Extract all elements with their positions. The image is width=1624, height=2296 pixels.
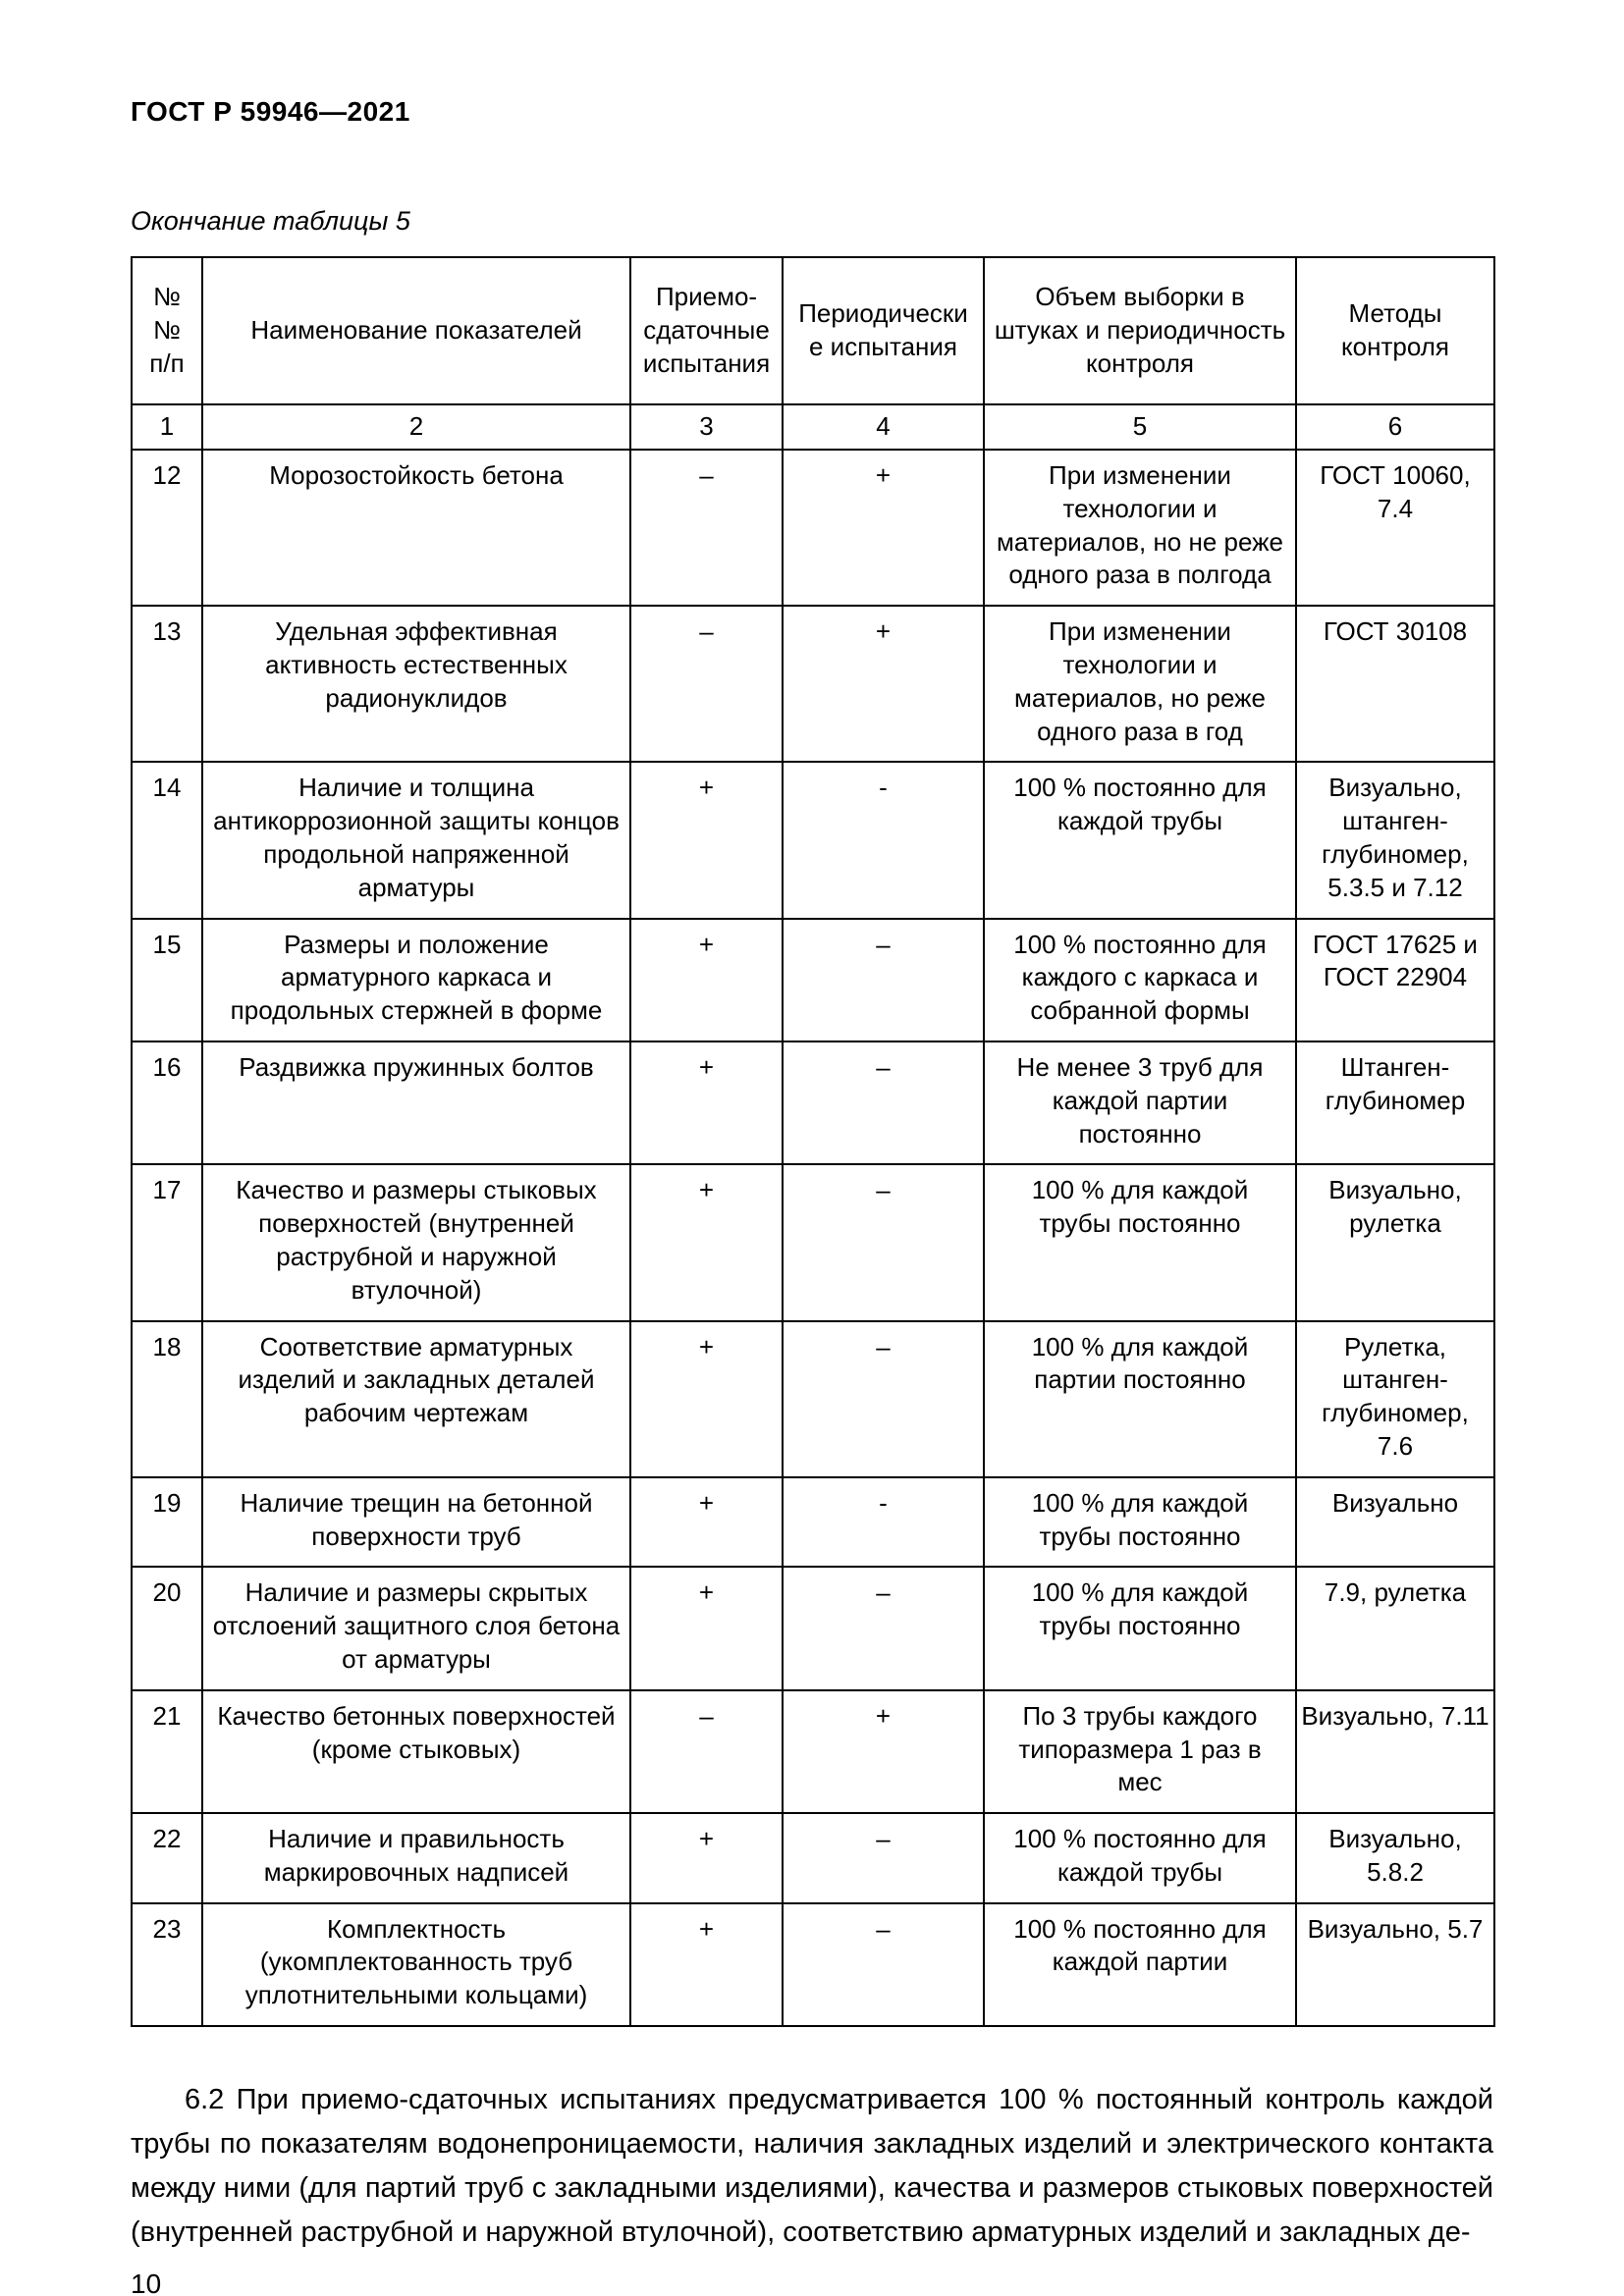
cell-acceptance-test: + [630,1041,783,1164]
cell-control-method: Визуально, 7.11 [1296,1690,1494,1813]
cell-control-method: Визуально, штанген-глубиномер, 5.3.5 и 7.12 [1296,762,1494,918]
col-header-periodic-tests: Периодические испытания [783,257,984,404]
cell-indicator-name: Качество и размеры стыковых поверхностей (внутренней раструбной и наружной втулочной) [202,1164,630,1320]
cell-sampling-scope: 100 % постоянно для каждой партии [984,1903,1296,2026]
column-number: 2 [202,404,630,450]
cell-indicator-name: Морозостойкость бетона [202,450,630,606]
cell-control-method: Визуально, рулетка [1296,1164,1494,1320]
cell-sampling-scope: 100 % постоянно для каждой трубы [984,1813,1296,1903]
cell-control-method: Визуально, 5.8.2 [1296,1813,1494,1903]
col-header-row-number: №№ п/п [132,257,202,404]
table-row [132,450,1494,606]
cell-sampling-scope: 100 % для каждой трубы постоянно [984,1567,1296,1689]
cell-periodic-test: - [783,762,984,918]
cell-row-number: 14 [132,762,202,918]
cell-row-number: 20 [132,1567,202,1689]
cell-acceptance-test: – [630,450,783,606]
cell-acceptance-test: + [630,762,783,918]
column-number: 3 [630,404,783,450]
cell-control-method: ГОСТ 10060, 7.4 [1296,450,1494,606]
cell-sampling-scope: 100 % для каждой трубы постоянно [984,1477,1296,1568]
column-number: 6 [1296,404,1494,450]
cell-row-number: 13 [132,606,202,762]
paragraph-6-2: 6.2 При приемо-сдаточных испытаниях предусматривается 100 % постоянный контроль каждой трубы по показателям водонепроницаемости, наличия закладных изделий и электрического контакта между ними (для партий труб с закладными изделиями), качества и размеров стыковых поверхностей (внутренней раструбной и наружной втулочной), соответствию арматурных изделий и закладных де- [131,2084,1493,2248]
col-header-indicator-name: Наименование показателей [202,257,630,404]
cell-row-number: 17 [132,1164,202,1320]
cell-acceptance-test: – [630,606,783,762]
cell-row-number: 18 [132,1321,202,1477]
cell-periodic-test: – [783,1567,984,1689]
cell-row-number: 21 [132,1690,202,1813]
table-row [132,919,1494,1041]
cell-acceptance-test: + [630,1321,783,1477]
cell-indicator-name: Удельная эффективная активность естественных радионуклидов [202,606,630,762]
cell-row-number: 19 [132,1477,202,1568]
cell-sampling-scope: 100 % постоянно для каждой трубы [984,762,1296,918]
cell-acceptance-test: + [630,919,783,1041]
cell-indicator-name: Размеры и положение арматурного каркаса и продольных стержней в форме [202,919,630,1041]
table-row [132,1164,1494,1320]
cell-indicator-name: Наличие и размеры скрытых отслоений защитного слоя бетона от арматуры [202,1567,630,1689]
cell-control-method: Визуально, 5.7 [1296,1903,1494,2026]
cell-control-method: 7.9, рулетка [1296,1567,1494,1689]
cell-sampling-scope: По 3 трубы каждого типоразмера 1 раз в мес [984,1690,1296,1813]
cell-control-method: Визуально [1296,1477,1494,1568]
cell-row-number: 16 [132,1041,202,1164]
cell-periodic-test: – [783,1321,984,1477]
cell-acceptance-test: + [630,1164,783,1320]
cell-row-number: 15 [132,919,202,1041]
table-row [132,1041,1494,1164]
table-row [132,1567,1494,1689]
cell-acceptance-test: + [630,1813,783,1903]
cell-acceptance-test: + [630,1477,783,1568]
cell-indicator-name: Качество бетонных поверхностей (кроме стыковых) [202,1690,630,1813]
cell-control-method: ГОСТ 30108 [1296,606,1494,762]
cell-indicator-name: Раздвижка пружинных болтов [202,1041,630,1164]
cell-acceptance-test: + [630,1567,783,1689]
control-methods-table [131,256,1495,2027]
column-number: 5 [984,404,1296,450]
cell-indicator-name: Наличие и правильность маркировочных надписей [202,1813,630,1903]
col-header-sampling-scope: Объем выборки в штуках и периодичность контроля [984,257,1296,404]
table-header-row [132,257,1494,404]
cell-sampling-scope: При изменении технологии и материалов, но реже одного раза в год [984,606,1296,762]
cell-acceptance-test: – [630,1690,783,1813]
document-code: ГОСТ Р 59946—2021 [131,96,410,127]
cell-control-method: Штанген-глубиномер [1296,1041,1494,1164]
cell-sampling-scope: 100 % постоянно для каждого с каркаса и собранной формы [984,919,1296,1041]
cell-sampling-scope: При изменении технологии и материалов, но не реже одного раза в полгода [984,450,1296,606]
column-number: 4 [783,404,984,450]
cell-periodic-test: + [783,606,984,762]
cell-periodic-test: – [783,1041,984,1164]
cell-indicator-name: Соответствие арматурных изделий и закладных деталей рабочим чертежам [202,1321,630,1477]
cell-sampling-scope: 100 % для каждой партии постоянно [984,1321,1296,1477]
cell-periodic-test: + [783,450,984,606]
table-row [132,1813,1494,1903]
table-row [132,606,1494,762]
cell-control-method: Рулетка, штанген-глубиномер, 7.6 [1296,1321,1494,1477]
table-row [132,1903,1494,2026]
cell-periodic-test: – [783,1813,984,1903]
table-row [132,1321,1494,1477]
cell-row-number: 22 [132,1813,202,1903]
cell-sampling-scope: 100 % для каждой трубы постоянно [984,1164,1296,1320]
column-number: 1 [132,404,202,450]
cell-periodic-test: + [783,1690,984,1813]
table-row [132,1690,1494,1813]
cell-indicator-name: Наличие и толщина антикоррозионной защиты концов продольной напряженной арматуры [202,762,630,918]
cell-periodic-test: – [783,919,984,1041]
cell-indicator-name: Комплектность (укомплектованность труб уплотнительными кольцами) [202,1903,630,2026]
cell-sampling-scope: Не менее 3 труб для каждой партии постоянно [984,1041,1296,1164]
cell-periodic-test: – [783,1164,984,1320]
column-number-row [132,404,1494,450]
cell-periodic-test: – [783,1903,984,2026]
col-header-control-methods: Методы контроля [1296,257,1494,404]
table-row [132,762,1494,918]
cell-row-number: 23 [132,1903,202,2026]
table-caption: Окончание таблицы 5 [131,206,410,236]
table-row [132,1477,1494,1568]
col-header-acceptance-tests: Приемо-сдаточные испытания [630,257,783,404]
cell-control-method: ГОСТ 17625 и ГОСТ 22904 [1296,919,1494,1041]
cell-row-number: 12 [132,450,202,606]
cell-acceptance-test: + [630,1903,783,2026]
cell-periodic-test: - [783,1477,984,1568]
page-number: 10 [131,2268,162,2296]
cell-indicator-name: Наличие трещин на бетонной поверхности труб [202,1477,630,1568]
